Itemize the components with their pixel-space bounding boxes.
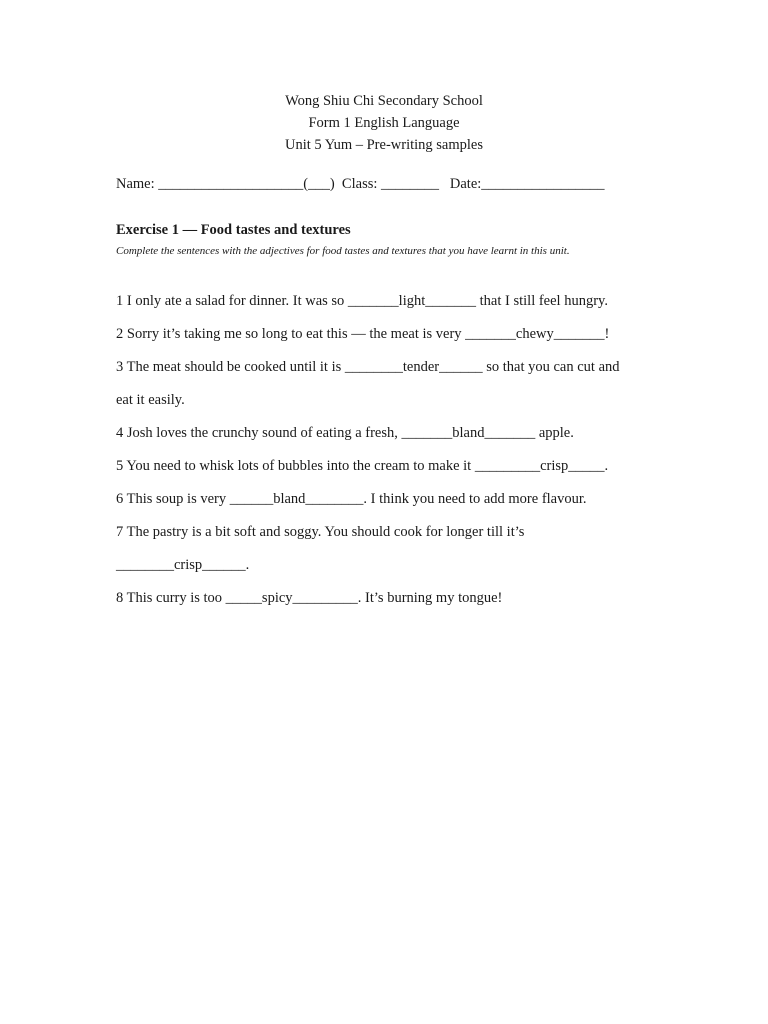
question-list	[116, 291, 676, 621]
school-name: Wong Shiu Chi Secondary School	[285, 93, 483, 109]
question-line: 5 You need to whisk lots of bubbles into the cream to make it _________crisp_____.	[116, 458, 609, 474]
question-line: 1 I only ate a salad for dinner. It was so _______light_______ that I still feel hungry.	[116, 293, 608, 309]
question-line: 3 The meat should be cooked until it is ________tender______ so that you can cut and	[116, 359, 620, 375]
worksheet-header	[0, 90, 768, 156]
question-line: 7 The pastry is a bit soft and soggy. You should cook for longer till it’s	[116, 524, 525, 540]
question-line: 8 This curry is too _____spicy_________. It’s burning my tongue!	[116, 590, 503, 606]
question-line: 6 This soup is very ______bland________. I think you need to add more flavour.	[116, 491, 587, 507]
question-line: 2 Sorry it’s taking me so long to eat this — the meat is very _______chewy_______!	[116, 326, 610, 342]
course-name: Form 1 English Language	[308, 115, 460, 131]
exercise-instruction: Complete the sentences with the adjectives for food tastes and textures that you have learnt in this unit.	[116, 245, 570, 257]
student-info-line: Name: ____________________(___) Class: ________ Date:_________________	[116, 176, 605, 192]
question-line: eat it easily.	[116, 392, 185, 408]
question-line: ________crisp______.	[116, 557, 250, 573]
exercise-title: Exercise 1 — Food tastes and textures	[116, 222, 351, 238]
question-line: 4 Josh loves the crunchy sound of eating a fresh, _______bland_______ apple.	[116, 425, 574, 441]
unit-title: Unit 5 Yum – Pre-writing samples	[284, 137, 483, 153]
